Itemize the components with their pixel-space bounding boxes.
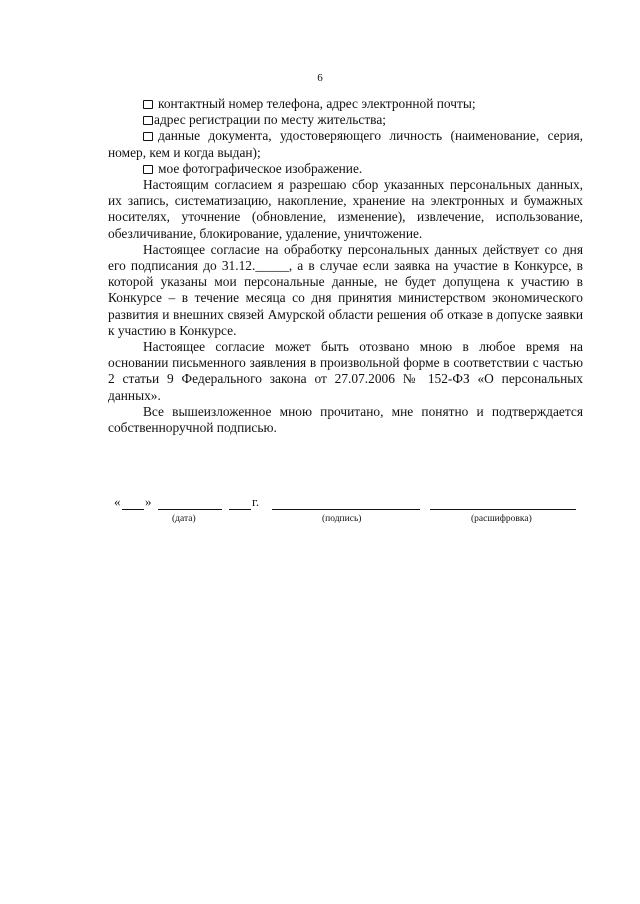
date-year-field[interactable] [229,509,251,510]
decoding-caption: (расшифровка) [471,514,532,524]
decoding-field[interactable] [430,509,576,510]
paragraph-revocation: Настоящее согласие может быть отозвано мною в любое время на основании письменного заявления в произвольной форме в соответствии с частью 2 статьи 9 Федерального закона от 27.07.2006 № 152-ФЗ «О персональных данных». [108,339,583,403]
paragraph-validity-term: Настоящее согласие на обработку персональных данных действует со дня его подписания до 31.12._____, а в случае если заявка на участие в Конкурсе, в которой указаны мои персональные данные, не будет допущена к участию в Конкурсе – в течение месяца со дня принятия министерством экономического развития и внешних связей Амурской области решения об отказе в допуске заявки к участию в Конкурсе. [108,241,583,338]
list-item-text: данные документа, удостоверяющего личность (наименование, серия, номер, кем и когда выдан); [108,128,583,160]
page-number: 6 [317,72,323,84]
signature-block [108,494,583,534]
date-day-field[interactable] [122,509,144,510]
year-suffix: г. [252,494,260,509]
paragraph-confirmation: Все вышеизложенное мною прочитано, мне понятно и подтверждается собственноручной подписью. [108,403,583,436]
checkbox-icon[interactable] [143,132,153,141]
list-item [108,161,583,177]
date-caption: (дата) [172,514,196,524]
checkbox-icon[interactable] [143,100,153,109]
list-item-text: контактный номер телефона, адрес электронной почты; [158,96,476,111]
signature-field[interactable] [272,509,420,510]
list-item [108,112,583,128]
list-item-text: адрес регистрации по месту жительства; [154,112,386,128]
signature-caption: (подпись) [322,514,362,524]
paragraph-processing-scope: Настоящим согласием я разрешаю сбор указанных персональных данных, их запись, систематизацию, накопление, хранение на электронных и бумажных носителях, уточнение (обновление, изменение), извлечение, использование, обезличивание, блокирование, удаление, уничтожение. [108,177,583,241]
consent-body [108,96,583,436]
checkbox-icon[interactable] [143,116,153,125]
date-open-quote: « [114,494,121,509]
list-item [108,128,583,160]
checkbox-icon[interactable] [143,165,153,174]
date-close-quote: » [145,494,152,509]
date-month-field[interactable] [158,509,222,510]
list-item-text: мое фотографическое изображение. [158,160,363,176]
list-item [108,96,583,112]
